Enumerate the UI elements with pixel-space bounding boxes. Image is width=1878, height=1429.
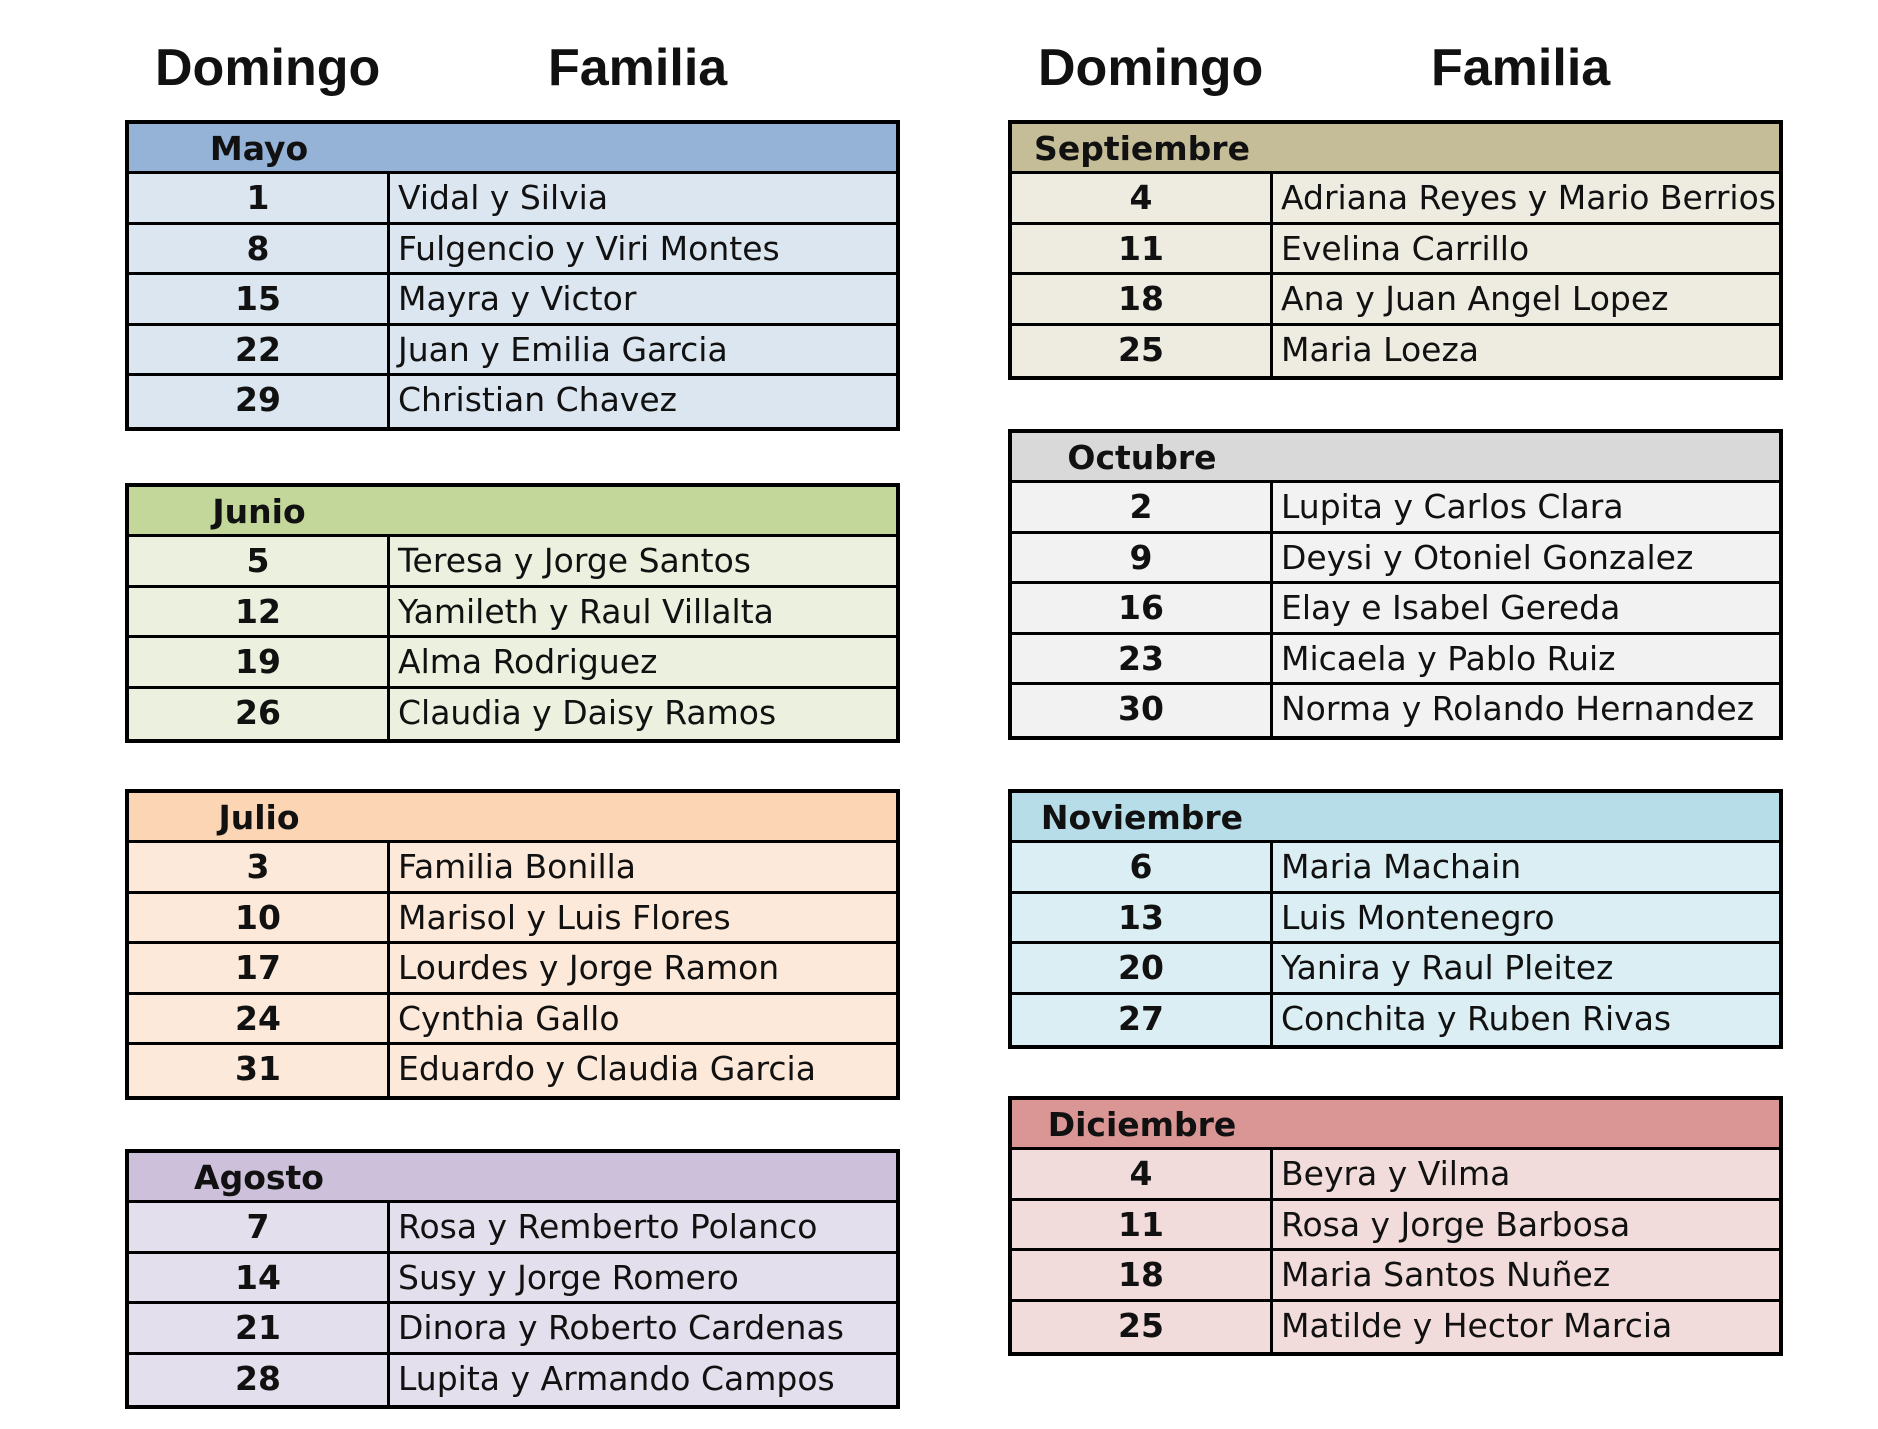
sunday-date: 15	[129, 275, 390, 323]
table-row	[129, 225, 896, 276]
family-name: Elay e Isabel Gereda	[1281, 588, 1621, 627]
sunday-date: 9	[1012, 534, 1273, 582]
sunday-date: 30	[1012, 685, 1273, 736]
sunday-date: 17	[129, 944, 390, 992]
month-name: Diciembre	[1047, 1105, 1237, 1144]
sunday-date: 16	[1012, 584, 1273, 632]
table-row	[129, 537, 896, 588]
family-name: Maria Machain	[1281, 847, 1522, 886]
sunday-date: 13	[1012, 894, 1273, 942]
table-row	[1012, 1150, 1779, 1201]
month-table-octubre	[1008, 429, 1783, 740]
sunday-date: 18	[1012, 1251, 1273, 1299]
family-name: Norma y Rolando Hernandez	[1281, 689, 1755, 728]
table-row	[129, 1304, 896, 1355]
table-row	[1012, 944, 1779, 995]
sunday-date: 25	[1012, 1302, 1273, 1353]
table-row	[129, 843, 896, 894]
sunday-date: 27	[1012, 995, 1273, 1046]
month-table-noviembre	[1008, 789, 1783, 1049]
sunday-date: 4	[1012, 1150, 1273, 1198]
month-table-diciembre	[1008, 1096, 1783, 1356]
month-title	[129, 487, 896, 537]
family-name: Vidal y Silvia	[398, 178, 609, 217]
table-row	[1012, 275, 1779, 326]
table-row	[129, 689, 896, 740]
sunday-date: 24	[129, 995, 390, 1043]
left-column	[125, 0, 900, 1398]
sunday-date: 18	[1012, 275, 1273, 323]
family-name: Cynthia Gallo	[398, 998, 620, 1038]
table-row	[129, 588, 896, 639]
table-row	[1012, 326, 1779, 377]
family-name: Eduardo y Claudia Garcia	[398, 1049, 816, 1088]
sunday-date: 29	[129, 376, 390, 427]
sunday-date: 19	[129, 638, 390, 686]
month-title	[129, 1153, 896, 1203]
sunday-date: 20	[1012, 944, 1273, 992]
family-name: Yanira y Raul Pleitez	[1281, 948, 1614, 987]
month-name: Octubre	[1067, 438, 1217, 477]
family-name: Lupita y Armando Campos	[398, 1358, 835, 1398]
table-row	[129, 1045, 896, 1096]
family-name: Susy y Jorge Romero	[398, 1257, 739, 1297]
sunday-date: 3	[129, 843, 390, 891]
month-name: Agosto	[194, 1158, 324, 1197]
table-row	[1012, 995, 1779, 1046]
column-headers	[125, 0, 900, 120]
family-name: Adriana Reyes y Mario Berrios	[1281, 178, 1776, 217]
family-name: Marisol y Luis Flores	[398, 897, 731, 937]
table-row	[129, 638, 896, 689]
sunday-date: 26	[129, 689, 390, 740]
family-name: Evelina Carrillo	[1281, 228, 1530, 268]
sunday-date: 14	[129, 1254, 390, 1302]
table-row	[129, 944, 896, 995]
month-title	[1012, 124, 1779, 174]
family-name: Yamileth y Raul Villalta	[398, 591, 774, 631]
table-row	[1012, 894, 1779, 945]
family-name: Lupita y Carlos Clara	[1281, 487, 1624, 526]
table-row	[129, 326, 896, 377]
month-title	[129, 793, 896, 843]
family-name: Christian Chavez	[398, 380, 677, 419]
sunday-date: 12	[129, 588, 390, 636]
sunday-date: 22	[129, 326, 390, 374]
sunday-date: 6	[1012, 843, 1273, 891]
sunday-date: 1	[129, 174, 390, 222]
table-row	[129, 995, 896, 1046]
month-title	[1012, 1100, 1779, 1150]
sunday-date: 21	[129, 1304, 390, 1352]
sunday-date: 28	[129, 1355, 390, 1406]
family-name: Micaela y Pablo Ruiz	[1281, 638, 1616, 678]
month-table-junio	[125, 483, 900, 743]
domingo-header: Domingo	[1038, 39, 1264, 97]
family-name: Claudia y Daisy Ramos	[398, 692, 777, 732]
month-title	[129, 124, 896, 174]
table-row	[1012, 584, 1779, 635]
month-table-mayo	[125, 120, 900, 431]
table-row	[1012, 1201, 1779, 1252]
month-table-julio	[125, 789, 900, 1100]
table-row	[1012, 174, 1779, 225]
family-name: Maria Santos Nuñez	[1281, 1255, 1611, 1294]
table-row	[1012, 534, 1779, 585]
sunday-date: 10	[129, 894, 390, 942]
family-name: Teresa y Jorge Santos	[398, 541, 751, 580]
table-row	[129, 894, 896, 945]
family-name: Dinora y Roberto Cardenas	[398, 1308, 844, 1347]
table-row	[1012, 635, 1779, 686]
sunday-date: 7	[129, 1203, 390, 1251]
family-name: Fulgencio y Viri Montes	[398, 228, 780, 268]
sunday-date: 25	[1012, 326, 1273, 377]
family-name: Lourdes y Jorge Ramon	[398, 948, 780, 987]
familia-header: Familia	[1431, 39, 1611, 97]
table-row	[129, 275, 896, 326]
sunday-date: 2	[1012, 483, 1273, 531]
table-row	[129, 1355, 896, 1406]
table-row	[129, 174, 896, 225]
sunday-date: 5	[129, 537, 390, 585]
table-row	[1012, 843, 1779, 894]
family-name: Familia Bonilla	[398, 847, 637, 886]
table-row	[1012, 1251, 1779, 1302]
month-title	[1012, 793, 1779, 843]
family-name: Ana y Juan Angel Lopez	[1281, 279, 1669, 318]
month-table-septiembre	[1008, 120, 1783, 380]
family-name: Alma Rodriguez	[398, 642, 658, 681]
family-name: Matilde y Hector Marcia	[1281, 1305, 1673, 1345]
sunday-date: 11	[1012, 225, 1273, 273]
sunday-date: 23	[1012, 635, 1273, 683]
sunday-date: 8	[129, 225, 390, 273]
family-name: Mayra y Victor	[398, 279, 637, 318]
month-name: Junio	[212, 492, 306, 531]
table-row	[129, 1203, 896, 1254]
month-name: Julio	[218, 798, 300, 837]
family-name: Maria Loeza	[1281, 329, 1479, 369]
table-row	[1012, 225, 1779, 276]
familia-header: Familia	[548, 39, 728, 97]
month-title	[1012, 433, 1779, 483]
sunday-date: 11	[1012, 1201, 1273, 1249]
month-name: Noviembre	[1040, 798, 1244, 837]
table-row	[1012, 483, 1779, 534]
table-row	[1012, 1302, 1779, 1353]
family-name: Rosa y Jorge Barbosa	[1281, 1204, 1631, 1244]
domingo-header: Domingo	[155, 39, 381, 97]
sunday-date: 4	[1012, 174, 1273, 222]
right-column	[1008, 0, 1783, 1345]
family-name: Beyra y Vilma	[1281, 1154, 1511, 1193]
family-name: Deysi y Otoniel Gonzalez	[1281, 537, 1694, 577]
month-name: Mayo	[209, 129, 309, 168]
family-name: Conchita y Ruben Rivas	[1281, 998, 1672, 1038]
month-name: Septiembre	[1034, 129, 1250, 168]
family-name: Luis Montenegro	[1281, 897, 1555, 937]
table-row	[129, 1254, 896, 1305]
sunday-date: 31	[129, 1045, 390, 1096]
family-name: Rosa y Remberto Polanco	[398, 1207, 818, 1246]
table-row	[1012, 685, 1779, 736]
column-headers	[1008, 0, 1783, 120]
month-table-agosto	[125, 1149, 900, 1409]
family-name: Juan y Emilia Garcia	[398, 329, 728, 369]
table-row	[129, 376, 896, 427]
